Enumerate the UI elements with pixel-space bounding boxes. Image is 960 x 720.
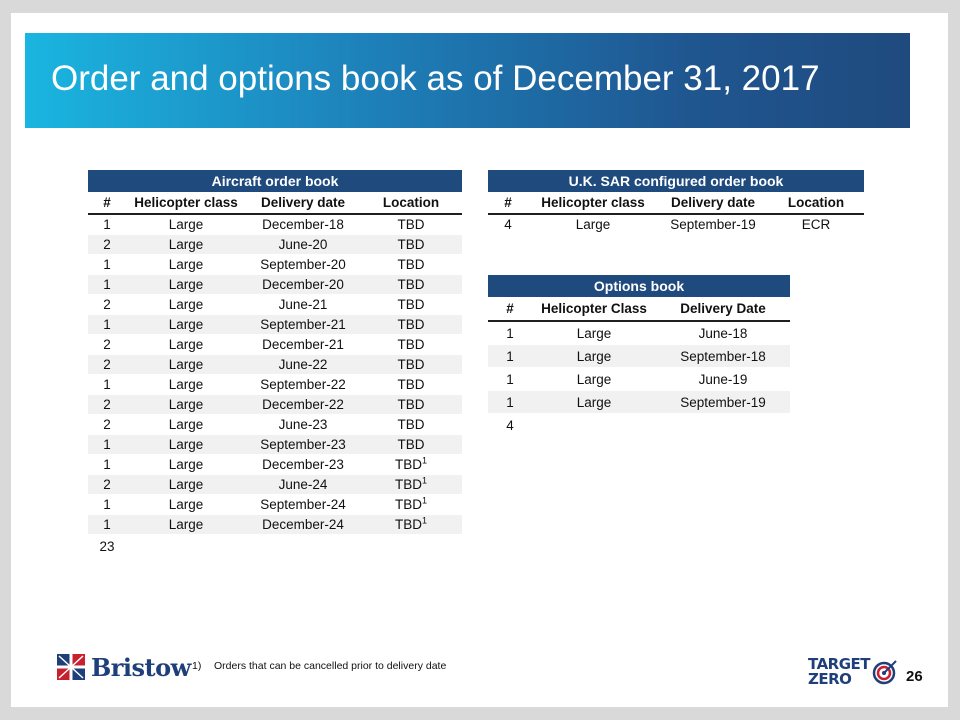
table-cell: June-19 (656, 368, 790, 391)
footnote (192, 660, 446, 672)
table-cell: September-22 (246, 375, 360, 395)
table-cell: June-20 (246, 235, 360, 255)
table-row (88, 515, 462, 535)
table-row (88, 315, 462, 335)
target-zero-line2: ZERO (808, 670, 852, 688)
options-book-table (488, 275, 790, 438)
table-cell: September-24 (246, 495, 360, 515)
table-cell: December-23 (246, 455, 360, 475)
table-cell: TBD$^1$ (360, 455, 462, 475)
target-zero-line1: TARGET (808, 655, 871, 673)
bristow-logo (55, 650, 191, 684)
aircraft-order-caption: Aircraft order book (88, 170, 462, 192)
table-cell: TBD (360, 255, 462, 275)
table-cell: TBD (360, 415, 462, 435)
table-cell: Large (126, 235, 246, 255)
table-row (88, 395, 462, 415)
total-count: 23 (88, 535, 126, 558)
table-cell: 4 (488, 214, 528, 235)
table-row (88, 214, 462, 235)
table-cell: ECR (768, 214, 864, 235)
table-cell: Large (126, 275, 246, 295)
table-cell: September-20 (246, 255, 360, 275)
page-number: 26 (906, 668, 923, 685)
uk-sar-caption: U.K. SAR configured order book (488, 170, 864, 192)
table-row (488, 368, 790, 391)
table-cell: 1 (88, 515, 126, 535)
options-book-caption: Options book (488, 275, 790, 297)
table-cell: Large (532, 321, 656, 345)
column-header: # (488, 192, 528, 214)
footnote-marker: 1 (421, 475, 427, 486)
table-cell: 1 (88, 435, 126, 455)
table-cell: Large (126, 495, 246, 515)
table-row (488, 321, 790, 345)
page-title: Order and options book as of December 31, 2017 (51, 59, 820, 98)
table-row (88, 455, 462, 475)
table-cell: 1 (88, 214, 126, 235)
table-cell: 2 (88, 355, 126, 375)
table-cell: June-23 (246, 415, 360, 435)
title-banner (25, 33, 910, 128)
table-cell: TBD$^1$ (360, 475, 462, 495)
table-cell: 2 (88, 335, 126, 355)
table-cell: Large (126, 455, 246, 475)
table-cell: December-18 (246, 214, 360, 235)
table-row (88, 335, 462, 355)
column-header: Helicopter Class (532, 297, 656, 321)
table-cell: September-23 (246, 435, 360, 455)
table-cell: TBD (360, 315, 462, 335)
table-cell: 2 (88, 395, 126, 415)
table-cell: 1 (88, 315, 126, 335)
table-cell: 1 (488, 345, 532, 368)
table-cell: 2 (88, 235, 126, 255)
footnote-marker: 1 (421, 455, 427, 466)
table-cell: September-19 (656, 391, 790, 414)
table-row (88, 415, 462, 435)
table-row (88, 475, 462, 495)
footnote-marker: 1 (421, 515, 427, 526)
table-cell: 1 (88, 455, 126, 475)
table-cell: 1 (488, 321, 532, 345)
table-cell: TBD (360, 435, 462, 455)
table-cell: 2 (88, 475, 126, 495)
table-cell: TBD (360, 295, 462, 315)
target-icon (872, 659, 898, 685)
table-cell: Large (532, 391, 656, 414)
table-row (88, 435, 462, 455)
column-header: # (488, 297, 532, 321)
table-cell: Large (126, 375, 246, 395)
column-header: Delivery Date (656, 297, 790, 321)
table-cell: TBD (360, 375, 462, 395)
column-header: Location (360, 192, 462, 214)
table-cell: Large (126, 475, 246, 495)
table-cell: TBD (360, 395, 462, 415)
table-cell: December-24 (246, 515, 360, 535)
table-cell: June-24 (246, 475, 360, 495)
uk-sar-order-table (488, 170, 864, 235)
table-row (88, 495, 462, 515)
table-cell: Large (126, 355, 246, 375)
table-cell: 1 (488, 368, 532, 391)
footnote-text: Orders that can be cancelled prior to delivery date (214, 660, 447, 672)
logo-text: Bristow (91, 652, 191, 682)
table-row (88, 235, 462, 255)
column-header: # (88, 192, 126, 214)
table-cell: TBD$^1$ (360, 515, 462, 535)
table-cell: June-21 (246, 295, 360, 315)
table-cell: June-18 (656, 321, 790, 345)
table-cell: 1 (88, 275, 126, 295)
table-cell: Large (532, 345, 656, 368)
table-cell: December-22 (246, 395, 360, 415)
table-cell: TBD (360, 355, 462, 375)
table-cell: Large (126, 214, 246, 235)
bristow-flag-icon (55, 650, 87, 684)
table-row (88, 295, 462, 315)
table-cell: Large (126, 395, 246, 415)
table-row (88, 355, 462, 375)
table-row (88, 275, 462, 295)
footnote-number: 1) (192, 660, 202, 672)
table-cell: TBD (360, 214, 462, 235)
table-row (88, 255, 462, 275)
table-cell: TBD$^1$ (360, 495, 462, 515)
column-header: Location (768, 192, 864, 214)
table-cell: December-20 (246, 275, 360, 295)
table-cell: Large (126, 435, 246, 455)
column-header: Helicopter class (126, 192, 246, 214)
table-row (488, 214, 864, 235)
table-row (488, 391, 790, 414)
table-cell: Large (126, 315, 246, 335)
table-cell: Large (528, 214, 658, 235)
table-cell: TBD (360, 335, 462, 355)
table-cell: Large (126, 335, 246, 355)
table-cell: 1 (88, 255, 126, 275)
table-cell: 1 (488, 391, 532, 414)
table-cell: Large (126, 255, 246, 275)
aircraft-order-table (88, 170, 462, 557)
total-count: 4 (506, 418, 514, 434)
table-cell: Large (126, 295, 246, 315)
table-cell: June-22 (246, 355, 360, 375)
table-cell: September-19 (658, 214, 768, 235)
table-cell: September-21 (246, 315, 360, 335)
table-cell: TBD (360, 275, 462, 295)
footnote-marker: 1 (421, 495, 427, 506)
target-zero-logo (808, 657, 898, 687)
column-header: Delivery date (246, 192, 360, 214)
table-cell: Large (532, 368, 656, 391)
table-row (488, 345, 790, 368)
table-cell: 1 (88, 495, 126, 515)
table-cell: Large (126, 515, 246, 535)
table-cell: 2 (88, 415, 126, 435)
table-cell: December-21 (246, 335, 360, 355)
table-row (88, 375, 462, 395)
column-header: Delivery date (658, 192, 768, 214)
column-header: Helicopter class (528, 192, 658, 214)
table-cell: 2 (88, 295, 126, 315)
table-cell: Large (126, 415, 246, 435)
table-cell: 1 (88, 375, 126, 395)
table-cell: TBD (360, 235, 462, 255)
table-cell: September-18 (656, 345, 790, 368)
